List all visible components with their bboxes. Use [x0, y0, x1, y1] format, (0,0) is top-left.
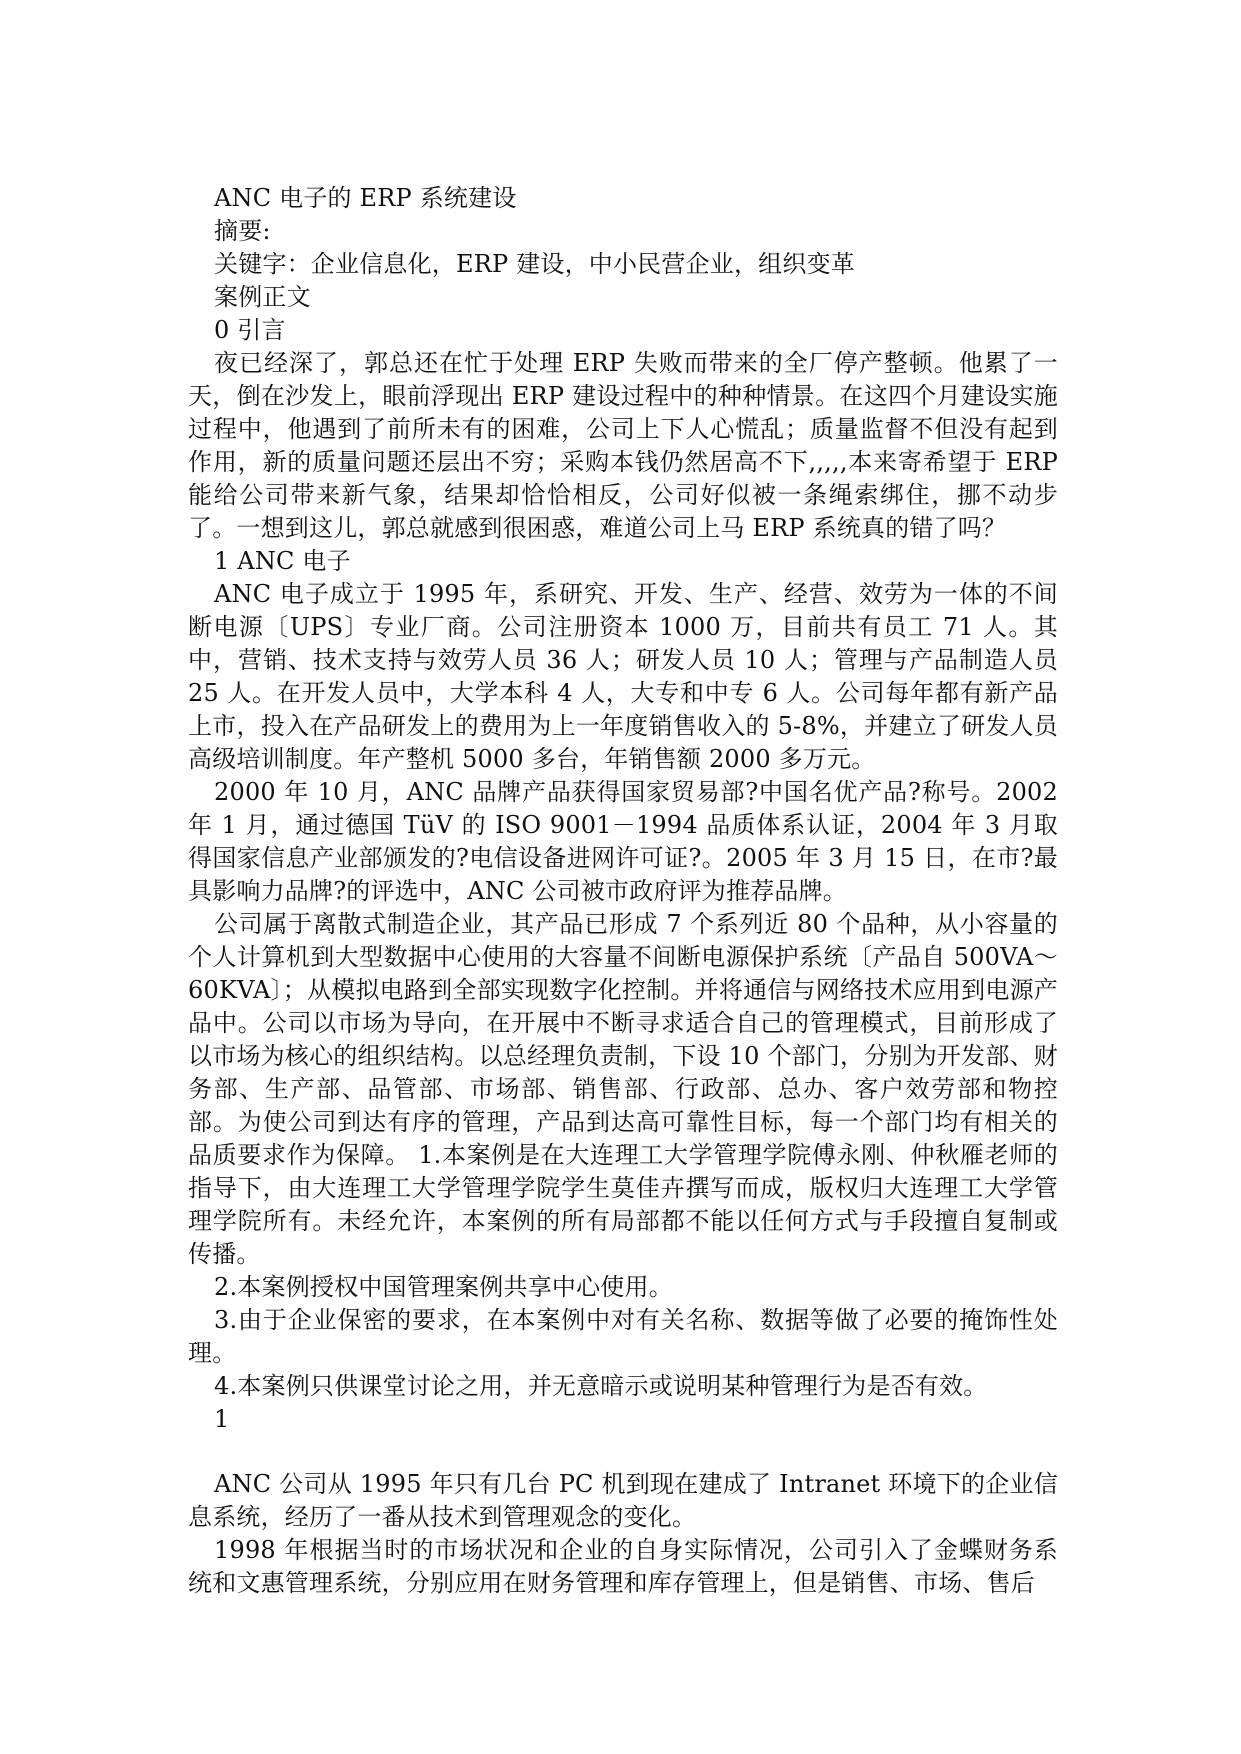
footnote-3: 3.由于企业保密的要求，在本案例中对有关名称、数据等做了必要的掩饰性处理。 [188, 1306, 1058, 1367]
section-intro-heading: 0 引言 [214, 316, 286, 344]
document-title: ANC 电子的 ERP 系统建设 [214, 184, 517, 212]
intro-paragraph: 夜已经深了，郭总还在忙于处理 ERP 失败而带来的全厂停产整顿。他累了一天，倒在沙发上，眼前浮现出 ERP 建设过程中的种种情景。在这四个月建设实施过程中，他遇到了前所未有的困难，公司上下人心慌乱；质量监督不但没有起到作用，新的质量问题还层出不穷；采购本钱仍然居高不下,,,,,本来寄希望于 ERP 能给公司带来新气象，结果却恰恰相反，公司好似被一条绳索绑住，挪不动步了。一想到这儿，郭总就感到很困惑，难道公司上马 ERP 系统真的错了吗？ [188, 349, 1058, 542]
it-history-paragraph: ANC 公司从 1995 年只有几台 PC 机到现在建成了 Intranet 环境下的企业信息系统，经历了一番从技术到管理观念的变化。 [188, 1470, 1058, 1531]
document-body [188, 182, 1058, 1600]
awards-paragraph: 2000 年 10 月，ANC 品牌产品获得国家贸易部?中国名优产品?称号。2002 年 1 月，通过德国 TüV 的 ISO 9001－1994 品质体系认证，2004 年 3 月取得国家信息产业部颁发的?电信设备进网许可证?。2005 年 3 月 15 日，在市?最具影响力品牌?的评选中，ANC 公司被市政府评为推荐品牌。 [188, 778, 1058, 905]
abstract-label: 摘要: [214, 217, 271, 245]
section-1-heading: 1 ANC 电子 [214, 547, 351, 575]
section-case-heading: 案例正文 [214, 283, 311, 311]
system-intro-paragraph: 1998 年根据当时的市场状况和企业的自身实际情况，公司引入了金蝶财务系统和文惠管理系统，分别应用在财务管理和库存管理上，但是销售、市场、售后 [188, 1536, 1058, 1597]
keywords-line: 关键字：企业信息化，ERP 建设，中小民营企业，组织变革 [214, 250, 855, 278]
organization-paragraph: 公司属于离散式制造企业，其产品已形成 7 个系列近 80 个品种，从小容量的个人计算机到大型数据中心使用的大容量不间断电源保护系统〔产品自 500VA～60KVA〕；从模拟电路到全部实现数字化控制。并将通信与网络技术应用到电源产品中。公司以市场为导向，在开展中不断寻求适合自己的管理模式，目前形成了以市场为核心的组织结构。以总经理负责制，下设 10 个部门，分别为开发部、财务部、生产部、品管部、市场部、销售部、行政部、总办、客户效劳部和物控部。为使公司到达有序的管理，产品到达高可靠性目标，每一个部门均有相关的品质要求作为保障。 1.本案例是在大连理工大学管理学院傅永刚、仲秋雁老师的指导下，由大连理工大学管理学院学生莫佳卉撰写而成，版权归大连理工大学管理学院所有。未经允许，本案例的所有局部都不能以任何方式与手段擅自复制或传播。 [188, 910, 1058, 1268]
page-break-gap [188, 1436, 1058, 1468]
footnote-4: 4.本案例只供课堂讨论之用，并无意暗示或说明某种管理行为是否有效。 [214, 1372, 988, 1400]
page-number: 1 [214, 1405, 230, 1433]
footnote-2: 2.本案例授权中国管理案例共享中心使用。 [214, 1273, 673, 1301]
company-profile-paragraph: ANC 电子成立于 1995 年，系研究、开发、生产、经营、效劳为一体的不间断电源〔UPS〕专业厂商。公司注册资本 1000 万，目前共有员工 71 人。其中，营销、技术支持与效劳人员 36 人；研发人员 10 人；管理与产品制造人员 25 人。在开发人员中，大学本科 4 人，大专和中专 6 人。公司每年都有新产品上市，投入在产品研发上的费用为上一年度销售收入的 5-8%，并建立了研发人员高级培训制度。年产整机 5000 多台，年销售额 2000 多万元。 [188, 580, 1058, 773]
